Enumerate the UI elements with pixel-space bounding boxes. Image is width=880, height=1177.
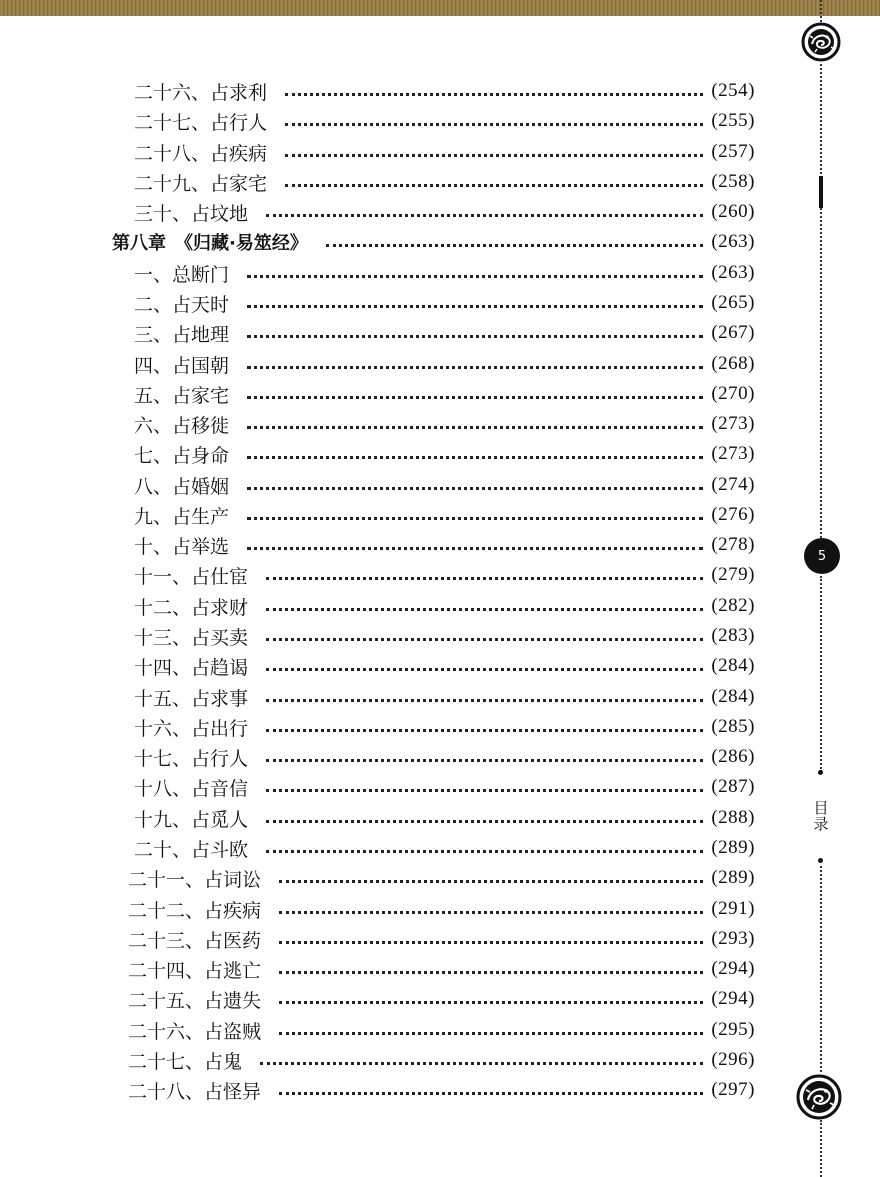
toc-entry-title: 一、总断门 — [134, 263, 230, 286]
toc-entry[interactable] — [134, 682, 755, 712]
toc-entry[interactable] — [134, 772, 755, 802]
toc-entry-title: 二十、占斗欧 — [134, 838, 249, 861]
margin-dot — [818, 770, 823, 775]
toc-entry[interactable] — [134, 258, 755, 288]
toc-leader-dots — [266, 668, 703, 671]
toc-entry-title: 十四、占趋谒 — [134, 656, 249, 679]
toc-page-number: (288) — [711, 807, 755, 828]
toc-page-number: (282) — [711, 595, 755, 616]
toc-page-number: (273) — [711, 443, 755, 464]
toc-entry-title: 十一、占仕宦 — [134, 565, 249, 588]
toc-leader-dots — [247, 335, 703, 338]
toc-leader-dots — [279, 1032, 703, 1035]
toc-leader-dots — [247, 456, 703, 459]
toc-leader-dots — [247, 396, 703, 399]
toc-entry[interactable] — [134, 439, 755, 469]
toc-page-number: (254) — [711, 80, 755, 101]
toc-page-number: (295) — [711, 1019, 755, 1040]
toc-entry[interactable] — [134, 803, 755, 833]
toc-entry[interactable] — [134, 651, 755, 681]
toc-page-number: (258) — [711, 171, 755, 192]
toc-entry-title: 十二、占求财 — [134, 596, 249, 619]
toc-entry-title: 三十、占坟地 — [134, 202, 249, 225]
toc-leader-dots — [285, 184, 703, 187]
toc-chapter-title: 第八章 《归藏·易筮经》 — [112, 233, 308, 254]
toc-page-number: (263) — [711, 262, 755, 283]
toc-entry[interactable] — [128, 954, 755, 984]
toc-leader-dots — [266, 820, 703, 823]
toc-page-number: (263) — [711, 231, 755, 252]
toc-leader-dots — [326, 244, 704, 247]
toc-page-number: (291) — [711, 898, 755, 919]
toc-leader-dots — [266, 699, 703, 702]
toc-entry[interactable] — [134, 137, 755, 167]
toc-entry-title: 八、占婚姻 — [134, 475, 230, 498]
toc-entry[interactable] — [134, 742, 755, 772]
toc-entry-title: 二十一、占词讼 — [128, 868, 262, 891]
toc-chapter-heading[interactable] — [112, 227, 755, 257]
toc-entry[interactable] — [134, 591, 755, 621]
toc-entry[interactable] — [134, 106, 755, 136]
toc-entry[interactable] — [128, 894, 755, 924]
toc-entry-title: 二十七、占鬼 — [128, 1050, 243, 1073]
toc-page-number: (255) — [711, 110, 755, 131]
toc-leader-dots — [266, 608, 703, 611]
toc-entry[interactable] — [128, 984, 755, 1014]
page-number-badge: 5 — [804, 538, 840, 574]
margin-dotted-rule — [820, 64, 822, 538]
toc-entry-title: 二十六、占盗贼 — [128, 1020, 262, 1043]
top-decorative-band — [0, 0, 880, 16]
toc-leader-dots — [247, 547, 703, 550]
toc-leader-dots — [247, 366, 703, 369]
toc-page-number: (270) — [711, 383, 755, 404]
toc-entry-title: 四、占国朝 — [134, 354, 230, 377]
toc-entry[interactable] — [134, 197, 755, 227]
toc-leader-dots — [247, 426, 703, 429]
toc-leader-dots — [279, 941, 703, 944]
toc-leader-dots — [247, 305, 703, 308]
toc-entry-title: 二十五、占遗失 — [128, 989, 262, 1012]
toc-entry[interactable] — [128, 863, 755, 893]
toc-entry[interactable] — [134, 349, 755, 379]
margin-dotted-rule — [820, 1120, 822, 1177]
toc-entry-title: 七、占身命 — [134, 444, 230, 467]
toc-page-number: (287) — [711, 776, 755, 797]
toc-leader-dots — [285, 154, 703, 157]
toc-entry-title: 三、占地理 — [134, 323, 230, 346]
toc-entry[interactable] — [134, 470, 755, 500]
toc-leader-dots — [279, 911, 703, 914]
toc-leader-dots — [285, 93, 703, 96]
toc-entry-title: 五、占家宅 — [134, 384, 230, 407]
toc-entry[interactable] — [134, 167, 755, 197]
toc-entry[interactable] — [134, 560, 755, 590]
toc-page-number: (294) — [711, 958, 755, 979]
toc-leader-dots — [279, 971, 703, 974]
toc-entry[interactable] — [134, 379, 755, 409]
toc-entry-title: 十七、占行人 — [134, 747, 249, 770]
toc-entry[interactable] — [134, 712, 755, 742]
toc-entry-title: 二十二、占疾病 — [128, 899, 262, 922]
toc-leader-dots — [247, 275, 703, 278]
toc-entry[interactable] — [128, 1075, 755, 1105]
toc-entry[interactable] — [134, 76, 755, 106]
toc-entry-title: 十、占举选 — [134, 535, 230, 558]
toc-leader-dots — [266, 759, 703, 762]
toc-page-number: (278) — [711, 534, 755, 555]
toc-page-number: (283) — [711, 625, 755, 646]
toc-page-number: (265) — [711, 292, 755, 313]
toc-entry-title: 六、占移徙 — [134, 414, 230, 437]
toc-entry[interactable] — [134, 318, 755, 348]
toc-entry[interactable] — [134, 500, 755, 530]
toc-page-number: (257) — [711, 141, 755, 162]
toc-leader-dots — [247, 517, 703, 520]
toc-page-number: (284) — [711, 655, 755, 676]
toc-leader-dots — [285, 123, 703, 126]
toc-page-number: (294) — [711, 988, 755, 1009]
toc-page-number: (268) — [711, 353, 755, 374]
toc-page-number: (285) — [711, 716, 755, 737]
toc-page-number: (274) — [711, 474, 755, 495]
toc-leader-dots — [266, 638, 703, 641]
toc-leader-dots — [266, 850, 703, 853]
toc-page-number: (297) — [711, 1079, 755, 1100]
margin-marker-bar — [819, 176, 823, 208]
toc-page-number: (276) — [711, 504, 755, 525]
toc-entry[interactable] — [134, 409, 755, 439]
toc-leader-dots — [266, 729, 703, 732]
toc-page-number: (289) — [711, 867, 755, 888]
toc-leader-dots — [279, 880, 703, 883]
toc-entry-title: 二十四、占逃亡 — [128, 959, 262, 982]
toc-entry-title: 二、占天时 — [134, 293, 230, 316]
toc-entry[interactable] — [128, 1015, 755, 1045]
toc-page-number: (273) — [711, 413, 755, 434]
toc-entry-title: 十八、占音信 — [134, 777, 249, 800]
toc-page-number: (279) — [711, 564, 755, 585]
toc-entry-title: 二十九、占家宅 — [134, 172, 268, 195]
toc-entry-title: 二十八、占疾病 — [134, 142, 268, 165]
toc-leader-dots — [266, 214, 703, 217]
toc-entry[interactable] — [128, 924, 755, 954]
toc-leader-dots — [247, 487, 703, 490]
toc-page-number: (267) — [711, 322, 755, 343]
toc-entry[interactable] — [134, 621, 755, 651]
toc-leader-dots — [266, 577, 703, 580]
toc-entry-title: 二十八、占怪异 — [128, 1080, 262, 1103]
toc-entry[interactable] — [134, 288, 755, 318]
toc-leader-dots — [279, 1092, 703, 1095]
toc-entry-title: 九、占生产 — [134, 505, 230, 528]
toc-entry[interactable] — [134, 833, 755, 863]
dragon-medallion-icon — [796, 1074, 842, 1120]
toc-page-number: (289) — [711, 837, 755, 858]
toc-page-number: (286) — [711, 746, 755, 767]
toc-entry-title: 二十七、占行人 — [134, 111, 268, 134]
toc-entry-title: 十六、占出行 — [134, 717, 249, 740]
toc-entry-title: 十三、占买卖 — [134, 626, 249, 649]
toc-entry-title: 二十三、占医药 — [128, 929, 262, 952]
toc-leader-dots — [266, 789, 703, 792]
margin-dot — [818, 858, 823, 863]
toc-entry[interactable] — [128, 1045, 755, 1075]
margin-dotted-rule — [820, 576, 822, 772]
toc-page-number: (260) — [711, 201, 755, 222]
section-label: 目录 — [813, 799, 829, 833]
dragon-medallion-icon — [801, 22, 841, 62]
toc-page-number: (293) — [711, 928, 755, 949]
toc-entry[interactable] — [134, 530, 755, 560]
toc-entry-title: 十五、占求事 — [134, 687, 249, 710]
toc-page-number: (296) — [711, 1049, 755, 1070]
toc-leader-dots — [260, 1062, 703, 1065]
margin-dotted-rule — [820, 866, 822, 1072]
toc-entry-title: 十九、占觅人 — [134, 808, 249, 831]
toc-entry-title: 二十六、占求利 — [134, 81, 268, 104]
toc-page-number: (284) — [711, 686, 755, 707]
toc-leader-dots — [279, 1001, 703, 1004]
